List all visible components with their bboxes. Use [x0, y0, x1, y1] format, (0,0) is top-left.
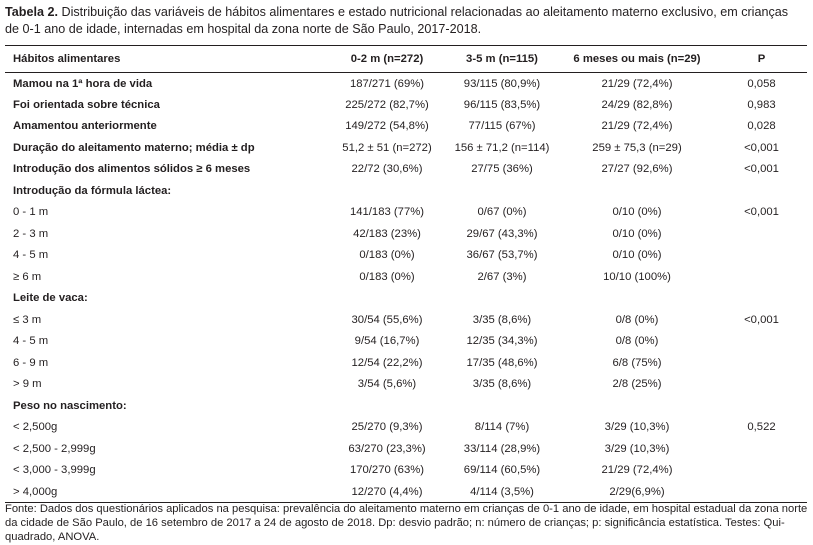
cell-0-2m: 170/270 (63%)	[349, 464, 425, 477]
cell-0-2m: 12/270 (4,4%)	[328, 481, 446, 503]
row-label: Amamentou anteriormente	[13, 120, 157, 133]
header-6m-plus: 6 meses ou mais (n=29)	[558, 46, 716, 73]
cell-0-2m: 25/270 (9,3%)	[351, 421, 423, 434]
data-table	[5, 45, 807, 503]
cell-p	[716, 395, 807, 417]
table-row	[5, 266, 807, 288]
cell-p	[716, 245, 807, 267]
cell-3-5m: 96/115 (83,5%)	[463, 98, 541, 111]
header-3-5m: 3-5 m (n=115)	[446, 46, 558, 73]
row-label: Introdução da fórmula láctea:	[13, 184, 172, 197]
table-row	[5, 374, 807, 396]
cell-p: 0,983	[747, 98, 776, 111]
cell-3-5m: 27/75 (36%)	[471, 163, 533, 176]
cell-p	[716, 288, 807, 310]
cell-p: <0,001	[744, 313, 779, 326]
cell-3-5m: 0/67 (0%)	[477, 206, 527, 219]
table-caption-label: Tabela 2.	[5, 5, 58, 19]
table-row	[5, 438, 807, 460]
row-label: 4 - 5 m	[13, 249, 49, 262]
cell-6m-plus: 3/29 (10,3%)	[604, 442, 670, 455]
table-row	[5, 481, 807, 503]
table-body	[5, 73, 807, 503]
row-label: < 2,500g	[13, 421, 58, 434]
table-row	[5, 288, 807, 310]
cell-p	[716, 374, 807, 396]
row-label: 4 - 5 m	[13, 335, 49, 348]
cell-6m-plus: 0/10 (0%)	[612, 206, 662, 219]
cell-0-2m: 225/272 (82,7%)	[345, 98, 429, 111]
header-habitos: Hábitos alimentares	[5, 46, 328, 73]
row-label: Foi orientada sobre técnica	[13, 98, 160, 111]
table-row	[5, 202, 807, 224]
cell-0-2m: 12/54 (22,2%)	[351, 356, 423, 369]
cell-3-5m: 8/114 (7%)	[474, 421, 530, 434]
row-label: Duração do aleitamento materno; média ± dp	[13, 141, 255, 154]
cell-6m-plus	[558, 395, 716, 417]
cell-6m-plus: 259 ± 75,3 (n=29)	[592, 141, 682, 154]
cell-p	[716, 223, 807, 245]
table-row	[5, 309, 807, 331]
cell-0-2m: 149/272 (54,8%)	[345, 120, 429, 133]
cell-6m-plus: 21/29 (72,4%)	[601, 120, 673, 133]
row-label: > 4,000g	[5, 481, 328, 503]
cell-0-2m: 141/183 (77%)	[349, 206, 425, 219]
table-row	[5, 180, 807, 202]
cell-6m-plus: 27/27 (92,6%)	[601, 163, 673, 176]
table-row	[5, 460, 807, 482]
table-row	[5, 137, 807, 159]
cell-3-5m	[446, 395, 558, 417]
cell-p	[716, 352, 807, 374]
cell-0-2m: 0/183 (0%)	[359, 270, 415, 283]
cell-3-5m	[446, 180, 558, 202]
cell-6m-plus: 21/29 (72,4%)	[601, 77, 673, 90]
row-label: ≥ 6 m	[13, 270, 42, 283]
cell-3-5m: 3/35 (8,6%)	[472, 313, 532, 326]
cell-p	[716, 331, 807, 353]
cell-p	[716, 481, 807, 503]
cell-3-5m: 77/115 (67%)	[468, 120, 536, 133]
table-row	[5, 73, 807, 95]
row-label: Mamou na 1ª hora de vida	[13, 77, 153, 90]
cell-3-5m: 69/114 (60,5%)	[463, 464, 541, 477]
cell-0-2m: 9/54 (16,7%)	[354, 335, 420, 348]
row-label: < 2,500 - 2,999g	[13, 442, 96, 455]
cell-3-5m	[446, 288, 558, 310]
cell-p: <0,001	[744, 141, 779, 154]
cell-6m-plus: 0/8 (0%)	[615, 313, 659, 326]
cell-6m-plus: 21/29 (72,4%)	[601, 464, 673, 477]
cell-6m-plus: 0/8 (0%)	[615, 335, 659, 348]
cell-0-2m: 22/72 (30,6%)	[351, 163, 423, 176]
cell-6m-plus: 3/29 (10,3%)	[604, 421, 670, 434]
cell-p: 0,522	[747, 421, 776, 434]
table-row	[5, 159, 807, 181]
cell-0-2m: 3/54 (5,6%)	[357, 378, 417, 391]
table-row	[5, 245, 807, 267]
cell-6m-plus: 0/10 (0%)	[612, 249, 662, 262]
cell-6m-plus	[558, 288, 716, 310]
table-row	[5, 331, 807, 353]
cell-0-2m: 42/183 (23%)	[353, 227, 421, 240]
cell-3-5m: 33/114 (28,9%)	[463, 442, 541, 455]
cell-p	[716, 460, 807, 482]
table-row	[5, 395, 807, 417]
cell-3-5m: 29/67 (43,3%)	[466, 227, 538, 240]
cell-p	[716, 438, 807, 460]
cell-0-2m: 30/54 (55,6%)	[351, 313, 423, 326]
cell-0-2m: 63/270 (23,3%)	[348, 442, 426, 455]
table-row	[5, 223, 807, 245]
table-row	[5, 94, 807, 116]
table-caption-text: Distribuição das variáveis de hábitos alimentares e estado nutricional relacionadas ao aleitamento materno exclusivo, em crianças de 0-1 ano de idade, internadas em hospital da zona norte de São Paulo, 2017-2018.	[5, 5, 789, 36]
cell-0-2m	[328, 180, 446, 202]
cell-6m-plus: 2/29(6,9%)	[558, 481, 716, 503]
cell-p: 0,028	[747, 120, 776, 133]
table-row	[5, 352, 807, 374]
cell-p	[716, 266, 807, 288]
cell-6m-plus: 6/8 (75%)	[612, 356, 662, 369]
table-row	[5, 417, 807, 439]
row-label: ≤ 3 m	[13, 313, 42, 326]
table-footnote: Fonte: Dados dos questionários aplicados na pesquisa: prevalência do aleitamento materno em crianças de 0-1 ano de idade, em hospital estadual da zona norte da cidade de São Paulo, de 16 setembro de 2017 a 24 de agosto de 2018. Dp: desvio padrão; n: número de crianças; p: significância estatística. Testes: Qui-quadrado, ANOVA.	[5, 503, 808, 544]
row-label: < 3,000 - 3,999g	[13, 464, 96, 477]
cell-3-5m: 156 ± 71,2 (n=114)	[454, 141, 550, 154]
cell-3-5m: 93/115 (80,9%)	[463, 77, 541, 90]
cell-3-5m: 3/35 (8,6%)	[472, 378, 532, 391]
cell-0-2m: 187/271 (69%)	[349, 77, 425, 90]
cell-3-5m: 17/35 (48,6%)	[466, 356, 538, 369]
header-row	[5, 46, 807, 73]
cell-0-2m: 51,2 ± 51 (n=272)	[342, 141, 432, 154]
row-label: Peso no nascimento:	[13, 399, 127, 412]
cell-p: 0,058	[747, 77, 776, 90]
row-label: Introdução dos alimentos sólidos ≥ 6 meses	[13, 163, 251, 176]
cell-3-5m: 12/35 (34,3%)	[466, 335, 538, 348]
cell-0-2m	[328, 395, 446, 417]
cell-6m-plus: 10/10 (100%)	[603, 270, 671, 283]
cell-0-2m: 0/183 (0%)	[359, 249, 415, 262]
row-label: > 9 m	[13, 378, 42, 391]
cell-6m-plus	[558, 180, 716, 202]
cell-p: <0,001	[744, 206, 779, 219]
cell-6m-plus: 24/29 (82,8%)	[601, 98, 673, 111]
row-label: 0 - 1 m	[13, 206, 49, 219]
table-caption	[5, 4, 805, 37]
cell-6m-plus: 2/8 (25%)	[612, 378, 662, 391]
row-label: Leite de vaca:	[13, 292, 88, 305]
row-label: 6 - 9 m	[13, 356, 49, 369]
cell-0-2m	[328, 288, 446, 310]
cell-6m-plus: 0/10 (0%)	[612, 227, 662, 240]
cell-p: <0,001	[744, 163, 779, 176]
cell-3-5m: 2/67 (3%)	[477, 270, 527, 283]
cell-3-5m: 4/114 (3,5%)	[446, 481, 558, 503]
header-0-2m: 0-2 m (n=272)	[328, 46, 446, 73]
row-label: 2 - 3 m	[13, 227, 49, 240]
cell-3-5m: 36/67 (53,7%)	[466, 249, 538, 262]
cell-p	[716, 180, 807, 202]
table-row	[5, 116, 807, 138]
header-p: P	[716, 46, 807, 73]
